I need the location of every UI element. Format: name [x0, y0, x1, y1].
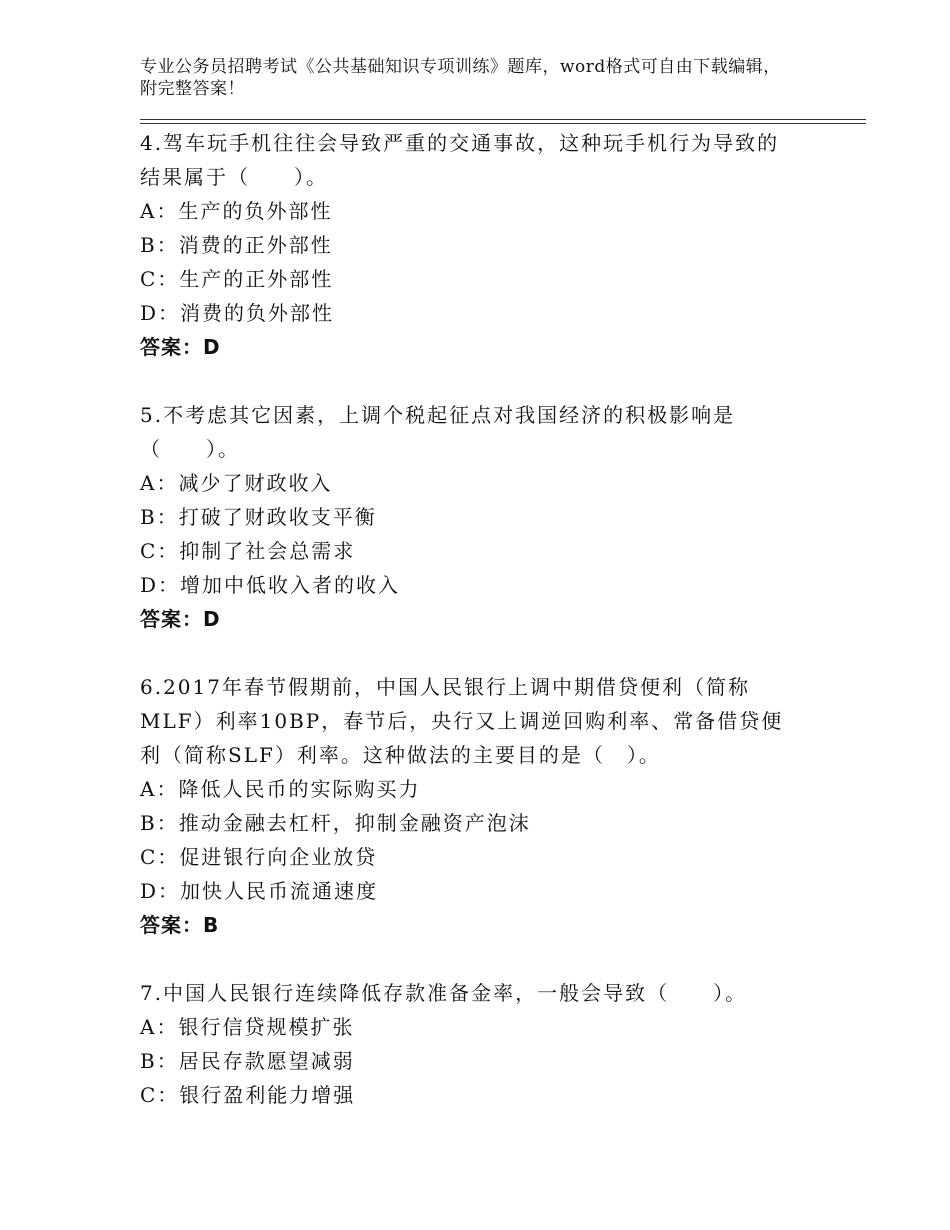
question-list: [140, 126, 840, 1146]
question-stem: 5.不考虑其它因素，上调个税起征点对我国经济的积极影响是（ ）。: [140, 403, 736, 461]
question-stem: 6.2017年春节假期前，中国人民银行上调中期借贷便利（简称MLF）利率10BP，春节后，央行又上调逆回购利率、常备借贷便利（简称SLF）利率。这种做法的主要目的是（ ）。: [140, 675, 784, 767]
question-4: [140, 126, 840, 364]
option-d: D：增加中低收入者的收入: [140, 573, 401, 597]
document-header: 专业公务员招聘考试《公共基础知识专项训练》题库，word格式可自由下载编辑，附完整答案！: [140, 57, 781, 99]
answer: 答案：D: [140, 607, 221, 631]
option-b: B：消费的正外部性: [140, 233, 333, 257]
option-d: D：加快人民币流通速度: [140, 879, 379, 903]
question-6: [140, 670, 840, 942]
question-stem: 4.驾车玩手机往往会导致严重的交通事故，这种玩手机行为导致的结果属于（ ）。: [140, 131, 780, 189]
option-b: B：居民存款愿望减弱: [140, 1049, 355, 1073]
answer: 答案：B: [140, 913, 220, 937]
option-c: C：抑制了社会总需求: [140, 539, 356, 563]
option-d: D：消费的负外部性: [140, 301, 335, 325]
header-divider: [140, 119, 866, 124]
option-b: B：打破了财政收支平衡: [140, 505, 377, 529]
question-5: [140, 398, 840, 636]
question-7: [140, 976, 840, 1112]
option-a: A：生产的负外部性: [140, 199, 333, 223]
option-c: C：促进银行向企业放贷: [140, 845, 378, 869]
option-c: C：银行盈利能力增强: [140, 1083, 356, 1107]
option-b: B：推动金融去杠杆，抑制金融资产泡沫: [140, 811, 531, 835]
option-a: A：减少了财政收入: [140, 471, 333, 495]
option-a: A：银行信贷规模扩张: [140, 1015, 355, 1039]
option-a: A：降低人民币的实际购买力: [140, 777, 421, 801]
answer: 答案：D: [140, 335, 221, 359]
option-c: C：生产的正外部性: [140, 267, 334, 291]
question-stem: 7.中国人民银行连续降低存款准备金率，一般会导致（ ）。: [140, 981, 748, 1005]
